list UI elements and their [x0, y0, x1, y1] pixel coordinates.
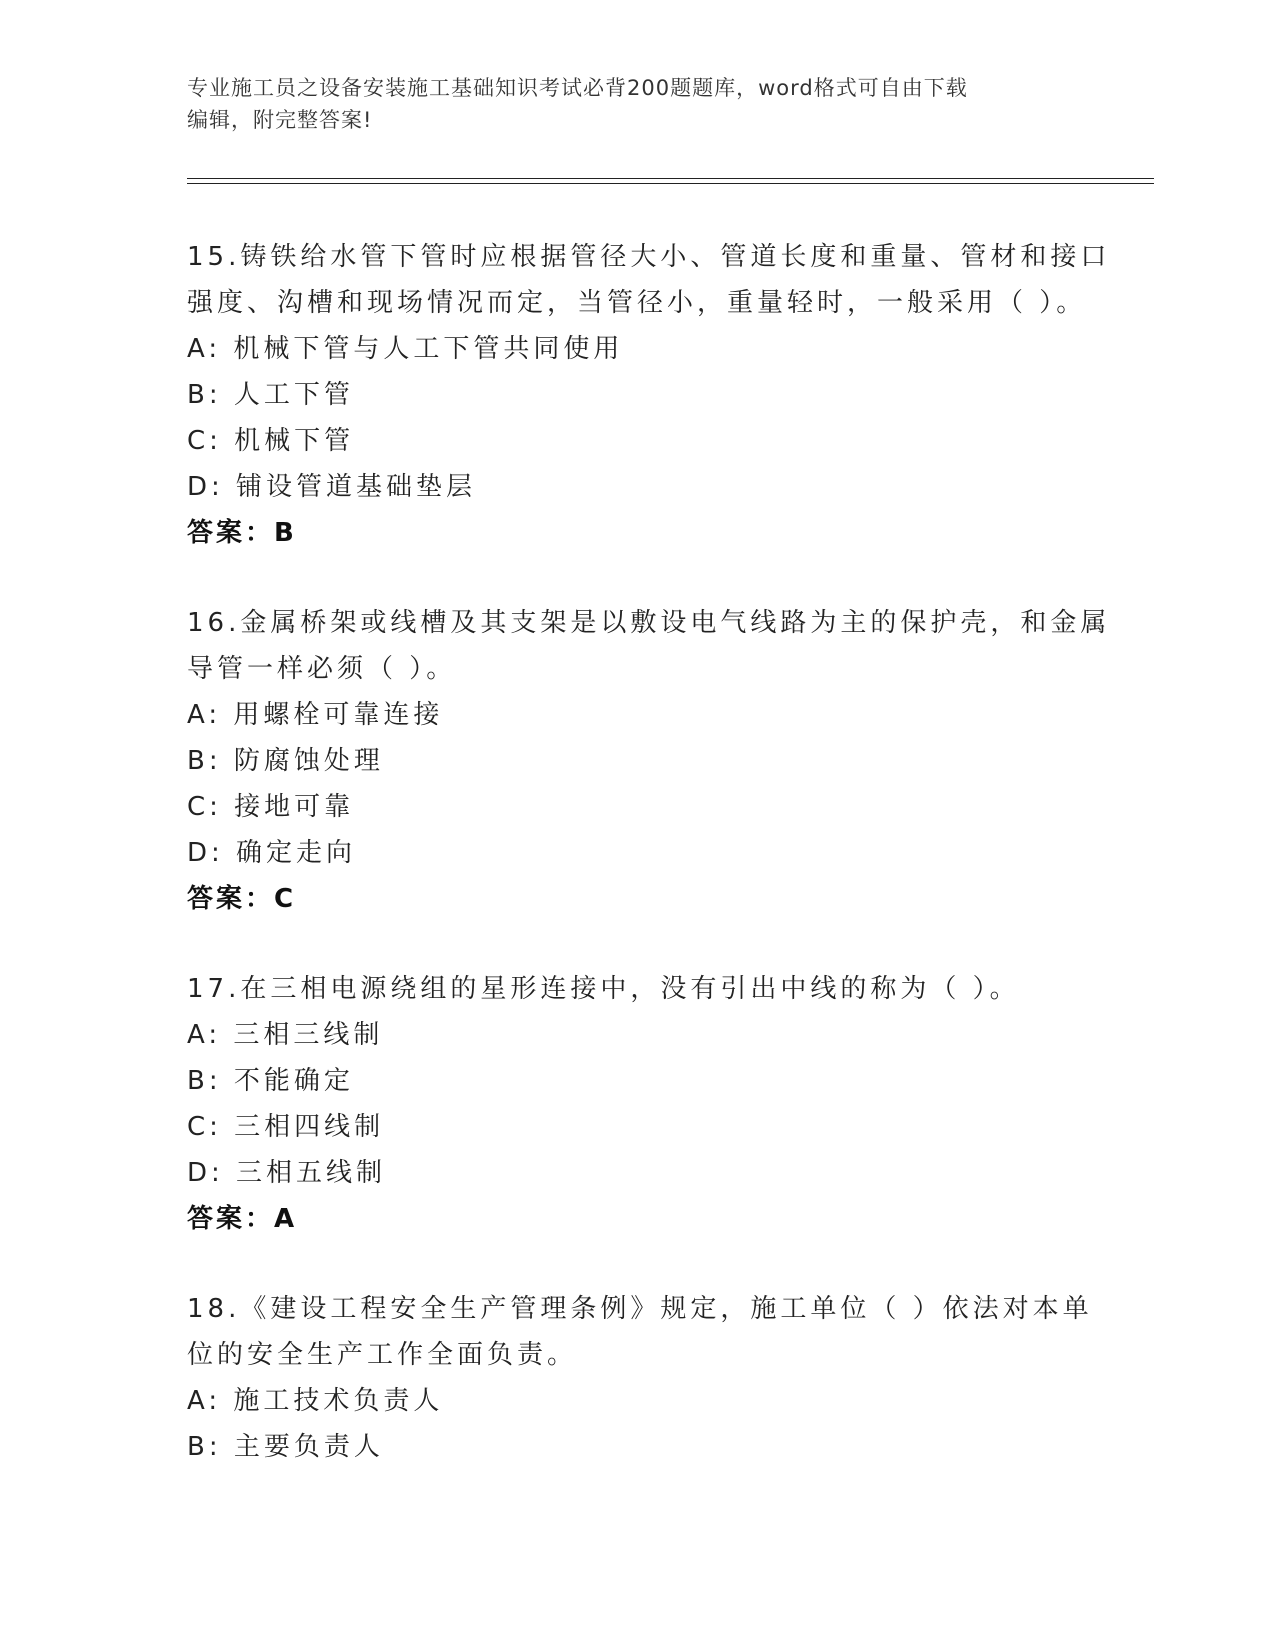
option-a: A: 机械下管与人工下管共同使用: [187, 334, 624, 364]
question-17: [187, 966, 1087, 1242]
question-stem: [187, 1286, 1093, 1378]
answer: 答案：C: [187, 884, 297, 914]
question-stem: [187, 600, 1111, 692]
question-stem-line: 18.《建设工程安全生产管理条例》规定，施工单位（ ）依法对本单: [187, 1294, 1093, 1324]
option-b: B: 人工下管: [187, 380, 354, 410]
question-stem-line: 15.铸铁给水管下管时应根据管径大小、管道长度和重量、管材和接口: [187, 242, 1111, 272]
option-b: B: 防腐蚀处理: [187, 746, 384, 776]
question-16: [187, 600, 1111, 922]
option-b: B: 主要负责人: [187, 1432, 384, 1462]
option-c: C: 机械下管: [187, 426, 355, 456]
header-line-1: 专业施工员之设备安装施工基础知识考试必背200题题库，word格式可自由下载: [187, 76, 968, 100]
document-header: [187, 72, 1087, 136]
question-stem-line: 16.金属桥架或线槽及其支架是以敷设电气线路为主的保护壳，和金属: [187, 608, 1111, 638]
question-stem-line: 位的安全生产工作全面负责。: [187, 1340, 578, 1370]
header-divider-top: [187, 178, 1154, 179]
question-15: [187, 234, 1111, 556]
option-b: B: 不能确定: [187, 1066, 354, 1096]
question-18: [187, 1286, 1093, 1470]
option-c: C: 接地可靠: [187, 792, 355, 822]
answer: 答案：A: [187, 1204, 298, 1234]
question-stem: [187, 966, 1087, 1012]
question-stem-line: 导管一样必须（ ）。: [187, 654, 457, 684]
question-stem-line: 强度、沟槽和现场情况而定，当管径小，重量轻时，一般采用（ ）。: [187, 288, 1087, 318]
header-line-2: 编辑，附完整答案!: [187, 108, 373, 132]
question-stem: [187, 234, 1111, 326]
option-a: A: 施工技术负责人: [187, 1386, 444, 1416]
option-a: A: 用螺栓可靠连接: [187, 700, 444, 730]
option-c: C: 三相四线制: [187, 1112, 385, 1142]
question-stem-line: 17.在三相电源绕组的星形连接中，没有引出中线的称为（ ）。: [187, 974, 1020, 1004]
answer: 答案：B: [187, 518, 297, 548]
option-a: A: 三相三线制: [187, 1020, 384, 1050]
header-divider-bottom: [187, 183, 1154, 184]
option-d: D: 三相五线制: [187, 1158, 387, 1188]
option-d: D: 确定走向: [187, 838, 357, 868]
option-d: D: 铺设管道基础垫层: [187, 472, 477, 502]
